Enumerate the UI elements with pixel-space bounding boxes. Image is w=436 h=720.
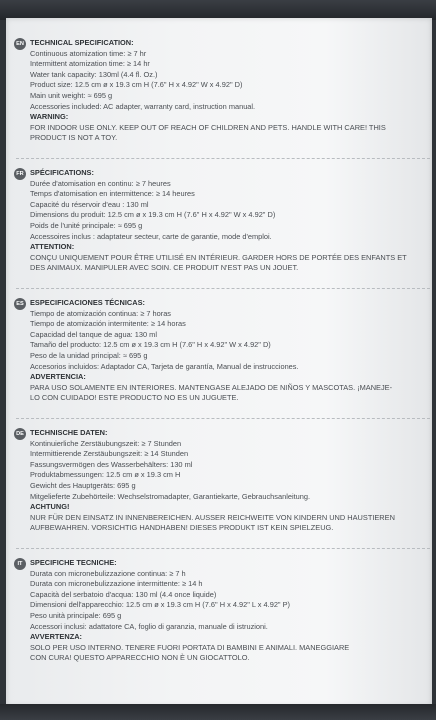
spec-line: Tiempo de atomización continua: ≥ 7 horas — [30, 308, 171, 318]
warning-line: CONÇU UNIQUEMENT POUR ÊTRE UTILISÉ EN INTÉRIEUR. GARDER HORS DE PORTÉE DES ENFANTS ET — [30, 252, 407, 262]
language-badge-fr: FR — [14, 168, 26, 180]
packaging-panel — [6, 18, 432, 706]
spec-line: Accessories included: AC adapter, warranty card, instruction manual. — [30, 101, 256, 111]
spec-line: Product size: 12.5 cm ø x 19.3 cm H (7.6" H x 4.92" W x 4.92" D) — [30, 80, 243, 90]
spec-line: Capacità del serbatoio d'acqua: 130 ml (4.4 once liquide) — [30, 589, 217, 599]
spec-line: Tamaño del producto: 12.5 cm ø x 19.3 cm H (7.6" H x 4.92" W x 4.92" D) — [30, 340, 271, 350]
language-badge-de: DE — [14, 428, 26, 440]
spec-line: Kontinuierliche Zerstäubungszeit: ≥ 7 Stunden — [30, 438, 182, 448]
section-divider — [16, 418, 430, 419]
section-it — [18, 558, 428, 664]
section-fr — [18, 168, 428, 274]
spec-line: Peso de la unidad principal: ≈ 695 g — [30, 350, 148, 360]
warning-title: AVVERTENZA: — [30, 632, 83, 642]
warning-line: CON CURA! QUESTO APPARECCHIO NON È UN GIOCATTOLO. — [30, 653, 250, 663]
warning-line: LO CON CUIDADO! ESTE PRODUCTO NO ES UN JUGUETE. — [30, 393, 239, 403]
warning-line: AUFBEWAHREN. VORSICHTIG HANDHABEN! DIESES PRODUKT IST KEIN SPIELZEUG. — [30, 523, 334, 533]
spec-line: Dimensions du produit: 12.5 cm ø x 19.3 cm H (7.6" H x 4.92" W x 4.92" D) — [30, 210, 276, 220]
spec-line: Gewicht des Hauptgeräts: 695 g — [30, 480, 136, 490]
section-de — [18, 428, 428, 534]
section-title: ESPECIFICACIONES TÉCNICAS: — [30, 298, 145, 307]
section-en — [18, 38, 428, 144]
warning-title: WARNING: — [30, 112, 69, 122]
spec-line: Durée d'atomisation en continu: ≥ 7 heures — [30, 178, 171, 188]
spec-line: Durata con micronebulizzazione intermittente: ≥ 14 h — [30, 579, 203, 589]
spec-line: Accesorios incluidos: Adaptador CA, Tarjeta de garantía, Manual de instrucciones. — [30, 361, 299, 371]
warning-line: PRODUCT IS NOT A TOY. — [30, 133, 118, 143]
section-es — [18, 298, 428, 404]
warning-line: PARA USO SOLAMENTE EN INTERIORES. MANTENGASE ALEJADO DE NIÑOS Y MASCOTAS. ¡MANEJE- — [30, 382, 393, 392]
spec-line: Durata con micronebulizzazione continua: ≥ 7 h — [30, 568, 186, 578]
section-divider — [16, 548, 430, 549]
warning-title: ACHTUNG! — [30, 502, 70, 512]
section-divider — [16, 158, 430, 159]
spec-line: Continuous atomization time: ≥ 7 hr — [30, 48, 147, 58]
box-bottom-edge — [0, 704, 436, 720]
section-divider — [16, 288, 430, 289]
spec-line: Water tank capacity: 130ml (4.4 fl. Oz.) — [30, 69, 158, 79]
spec-line: Main unit weight: ≈ 695 g — [30, 90, 113, 100]
spec-line: Peso unità principale: 695 g — [30, 610, 122, 620]
spec-line: Capacité du réservoir d'eau : 130 ml — [30, 199, 149, 209]
language-badge-it: IT — [14, 558, 26, 570]
box-top-edge — [0, 0, 436, 20]
spec-line: Dimensioni dell'apparecchio: 12.5 cm ø x 19.3 cm H (7.6" H x 4.92" L x 4.92" P) — [30, 600, 290, 610]
warning-line: SOLO PER USO INTERNO. TENERE FUORI PORTATA DI BAMBINI E ANIMALI. MANEGGIARE — [30, 642, 350, 652]
spec-line: Capacidad del tanque de agua: 130 ml — [30, 329, 157, 339]
spec-line: Intermittierende Zerstäubungszeit: ≥ 14 Stunden — [30, 449, 189, 459]
spec-line: Accessori inclusi: adattatore CA, foglio di garanzia, manuale di istruzioni. — [30, 621, 268, 631]
language-badge-es: ES — [14, 298, 26, 310]
spec-line: Produktabmessungen: 12.5 cm ø x 19.3 cm H — [30, 470, 181, 480]
warning-line: DES ANIMAUX. MANIPULER AVEC SOIN. CE PRODUIT N'EST PAS UN JOUET. — [30, 263, 299, 273]
section-title: SPECIFICHE TECNICHE: — [30, 558, 117, 567]
spec-line: Mitgelieferte Zubehörteile: Wechselstromadapter, Garantiekarte, Gebrauchsanleitung. — [30, 491, 311, 501]
spec-line: Fassungsvermögen des Wasserbehälters: 130 ml — [30, 459, 193, 469]
section-title: TECHNISCHE DATEN: — [30, 428, 108, 437]
section-title: SPÉCIFICATIONS: — [30, 168, 94, 177]
spec-line: Tiempo de atomización intermitente: ≥ 14 horas — [30, 319, 186, 329]
spec-line: Accessoires inclus : adaptateur secteur, carte de garantie, mode d'emploi. — [30, 231, 272, 241]
spec-line: Poids de l'unité principale: ≈ 695 g — [30, 220, 143, 230]
warning-title: ATTENTION: — [30, 242, 75, 252]
spec-line: Intermittent atomization time: ≥ 14 hr — [30, 59, 150, 69]
section-title: TECHNICAL SPECIFICATION: — [30, 38, 134, 47]
language-badge-en: EN — [14, 38, 26, 50]
warning-line: FOR INDOOR USE ONLY. KEEP OUT OF REACH OF CHILDREN AND PETS. HANDLE WITH CARE! THIS — [30, 122, 386, 132]
warning-title: ADVERTENCIA: — [30, 372, 86, 382]
spec-line: Temps d'atomisation en intermittence: ≥ 14 heures — [30, 189, 195, 199]
warning-line: NUR FÜR DEN EINSATZ IN INNENBEREICHEN. AUSSER REICHWEITE VON KINDERN UND HAUSTIEREN — [30, 512, 395, 522]
